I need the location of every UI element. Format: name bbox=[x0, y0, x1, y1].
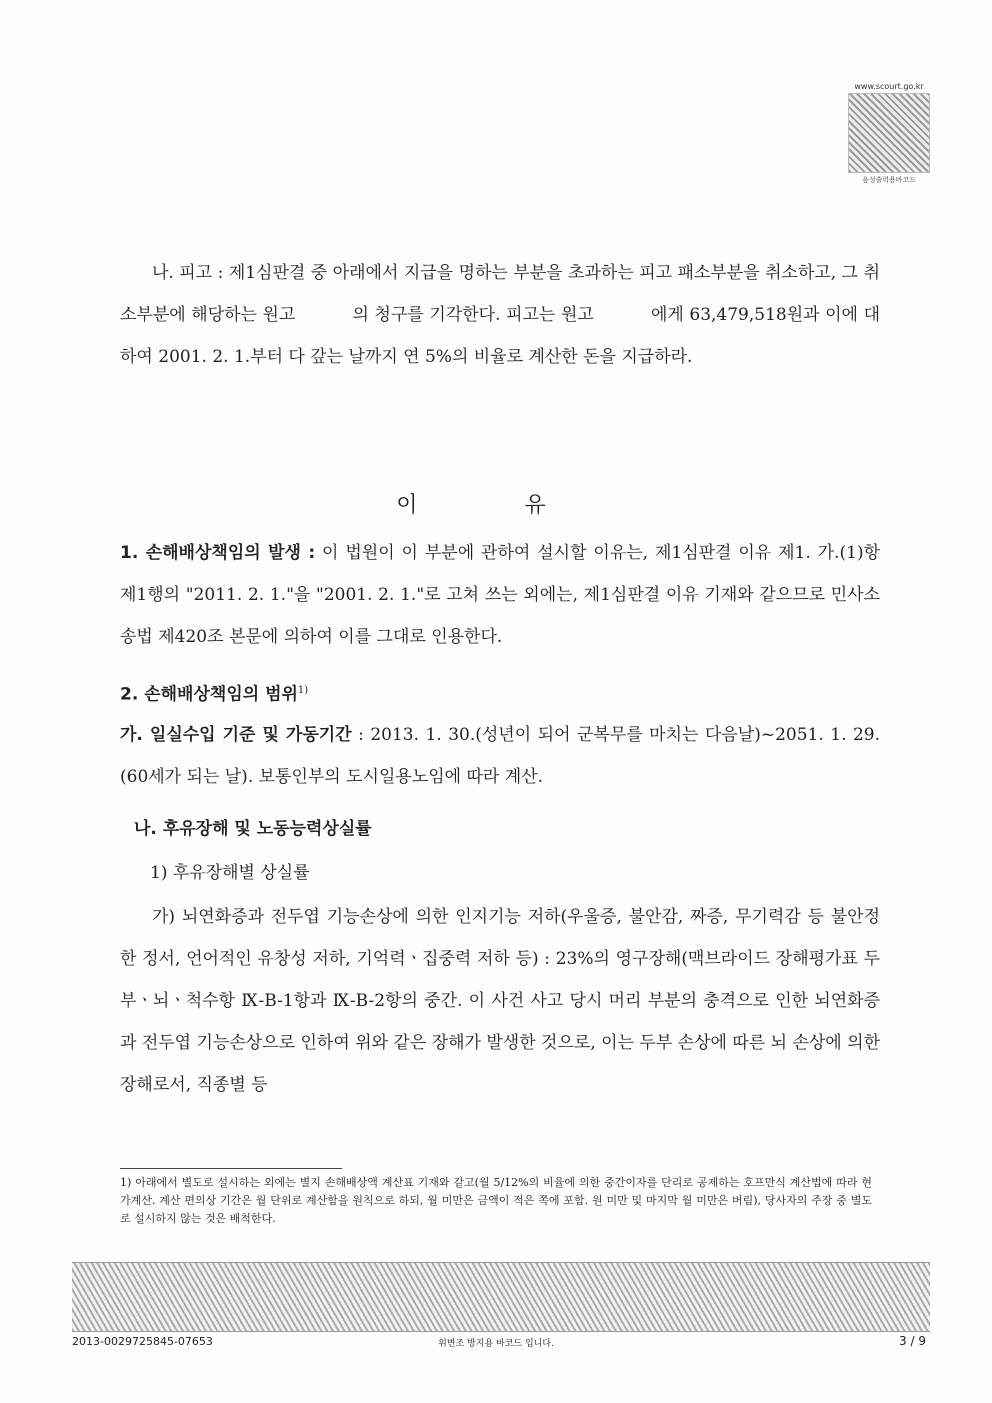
qr-caption: 음성출력용바코드 bbox=[861, 176, 917, 184]
section-2-heading: 2. 손해배상책임의 범위 bbox=[120, 684, 298, 705]
judgment-paragraph: 나. 피고 : 제1심판결 중 아래에서 지급을 명하는 부분을 초과하는 피고 패소부분을 취소하고, 그 취소부분에 해당하는 원고 의 청구를 기각한다. 피고는 원고 에게 63,479,518원과 이에 대하여 2001. 2. 1.부터 다 갚는 날까지 연 5%의 비율로 계산한 돈을 지급하라. bbox=[120, 263, 880, 367]
section-2a-heading: 가. 일실수입 기준 및 가동기간 bbox=[120, 725, 352, 745]
section-1 bbox=[120, 532, 880, 658]
section-1-text: 이 법원이 이 부분에 관하여 설시할 이유는, 제1심판결 이유 제1. 가.(1)항 제1행의 "2011. 2. 1."을 "2001. 2. 1."로 고쳐 쓰는 외에는, 제1심판결 이유 기재와 같으므로 민사소송법 제420조 본문에 의하여 이를 그대로 인용한다. bbox=[120, 543, 881, 647]
section-2b1-heading: 1) 후유장해별 상실률 bbox=[150, 863, 310, 883]
document-id: 2013-0029725845-07653 bbox=[72, 1335, 213, 1348]
qr-url: www.scourt.go.kr bbox=[854, 82, 924, 91]
section-2b1 bbox=[150, 852, 880, 894]
barcode-note: 위변조 방지용 바코드 입니다. bbox=[438, 1339, 554, 1349]
footnote-ref: 1) bbox=[297, 685, 309, 696]
section-2b1a: 가) 뇌연화증과 전두엽 기능손상에 의한 인지기능 저하(우울증, 불안감, 짜증, 무기력감 등 불안정한 정서, 언어적인 유창성 저하, 기억력ㆍ집중력 저하 등) : 23%의 영구장해(맥브라이드 장해평가표 두부ㆍ뇌ㆍ척수항 Ⅸ-B-1항과 Ⅸ-B-2항의 중간. 이 사건 사고 당시 머리 부분의 충격으로 인한 뇌연화증과 전두엽 기능손상으로 인하여 위와 같은 장해가 발생한 것으로, 이는 두부 손상에 따른 뇌 손상에 의한 장해로서, 직종별 등 bbox=[120, 907, 880, 1095]
section-2a bbox=[120, 714, 880, 798]
page-number: 3 / 9 bbox=[899, 1334, 926, 1348]
footnote: 1) 아래에서 별도로 설시하는 외에는 별지 손해배상액 계산표 기재와 같고(월 5/12%의 비율에 의한 중간이자를 단리로 공제하는 호프만식 계산법에 따라 현가계산. 계산 편의상 기간은 월 단위로 계산함을 원칙으로 하되, 월 미만은 금액이 적은 쪽에 포함. 원 미만 및 마지막 월 미만은 버림), 당사자의 주장 중 별도로 설시하지 않는 것은 배척한다. bbox=[120, 1176, 872, 1225]
section-2a-text: : 2013. 1. 30.(성년이 되어 군복무를 마치는 다음날)~2051. 1. 29.(60세가 되는 날). 보통인부의 도시일용노임에 따라 계산. bbox=[120, 725, 881, 787]
section-1-heading: 1. 손해배상책임의 발생 : bbox=[120, 543, 316, 563]
section-title: 이 유 bbox=[396, 493, 596, 518]
anti-forgery-barcode bbox=[72, 1262, 930, 1332]
section-2b-heading: 나. 후유장해 및 노동능력상실률 bbox=[134, 819, 372, 839]
qr-code bbox=[848, 93, 930, 173]
section-2b bbox=[134, 808, 880, 850]
footnote-divider bbox=[120, 1168, 342, 1169]
section-2 bbox=[120, 670, 880, 716]
verification-qr-block bbox=[843, 82, 935, 185]
